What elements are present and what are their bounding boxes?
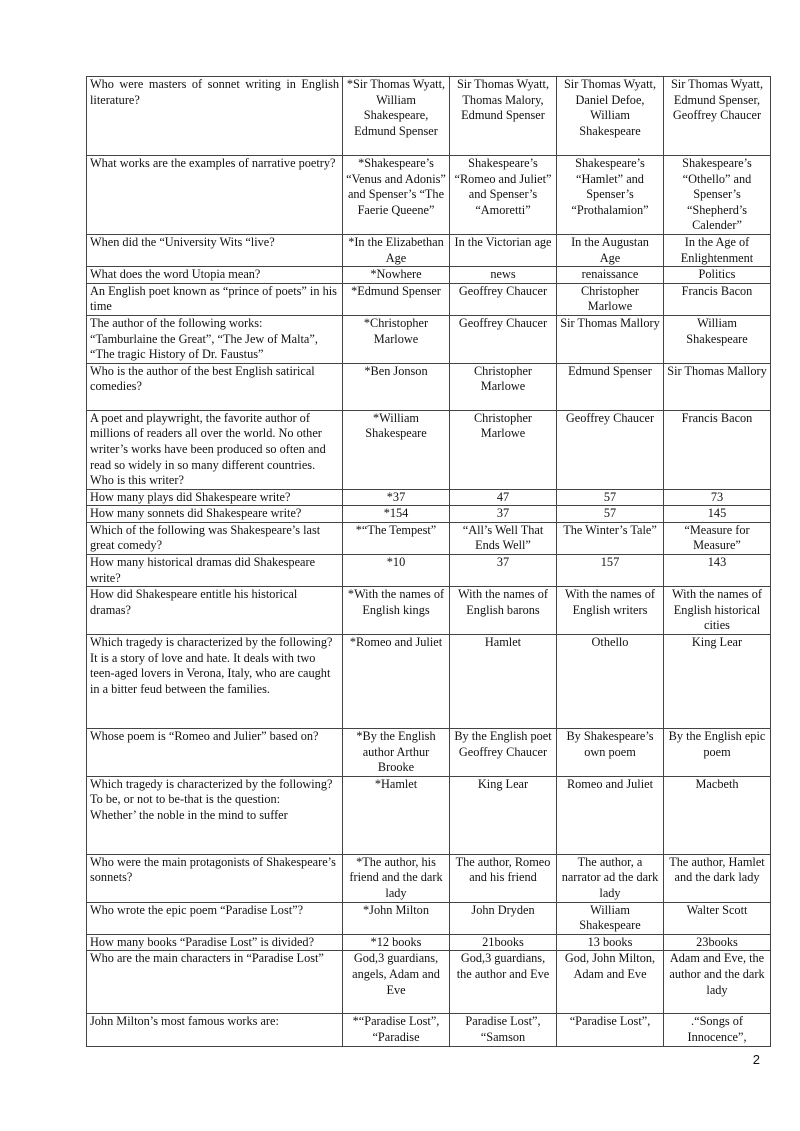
answer-option-1-cell: *Ben Jonson: [343, 363, 450, 410]
answer-option-4-cell: .“Songs of Innocence”,: [664, 1014, 771, 1046]
answer-option-1-cell: *Sir Thomas Wyatt, William Shakespeare, Edmund Spenser: [343, 77, 450, 156]
question-cell: Who were the main protagonists of Shakespeare’s sonnets?: [87, 854, 343, 902]
question-cell: What does the word Utopia mean?: [87, 267, 343, 284]
answer-option-4-cell: Walter Scott: [664, 902, 771, 934]
table-row: [87, 410, 771, 489]
question-cell: How many plays did Shakespeare write?: [87, 489, 343, 506]
answer-option-2-cell: Shakespeare’s “Romeo and Juliet” and Spenser’s “Amoretti”: [450, 156, 557, 235]
question-cell: The author of the following works: “Tamburlaine the Great”, “The Jew of Malta”, “The tragic History of Dr. Faustus”: [87, 315, 343, 363]
answer-option-4-cell: Sir Thomas Mallory: [664, 363, 771, 410]
answer-option-4-cell: 143: [664, 555, 771, 587]
answer-option-4-cell: Francis Bacon: [664, 410, 771, 489]
answer-option-1-cell: *Edmund Spenser: [343, 283, 450, 315]
table-row: [87, 635, 771, 729]
answer-option-4-cell: Macbeth: [664, 776, 771, 854]
answer-option-2-cell: In the Victorian age: [450, 234, 557, 266]
answer-option-3-cell: “Paradise Lost”,: [557, 1014, 664, 1046]
answer-option-1-cell: *12 books: [343, 934, 450, 951]
answer-option-4-cell: By the English epic poem: [664, 729, 771, 777]
answer-option-3-cell: In the Augustan Age: [557, 234, 664, 266]
answer-option-4-cell: “Measure for Measure”: [664, 522, 771, 554]
answer-option-2-cell: The author, Romeo and his friend: [450, 854, 557, 902]
answer-option-1-cell: *Hamlet: [343, 776, 450, 854]
answer-option-2-cell: John Dryden: [450, 902, 557, 934]
answer-option-4-cell: 145: [664, 506, 771, 523]
answer-option-1-cell: *The author, his friend and the dark lady: [343, 854, 450, 902]
answer-option-2-cell: By the English poet Geoffrey Chaucer: [450, 729, 557, 777]
answer-option-3-cell: Geoffrey Chaucer: [557, 410, 664, 489]
answer-option-2-cell: Paradise Lost”, “Samson: [450, 1014, 557, 1046]
quiz-table: [86, 76, 771, 1047]
answer-option-1-cell: God,3 guardians, angels, Adam and Eve: [343, 951, 450, 1014]
table-row: [87, 363, 771, 410]
answer-option-1-cell: *John Milton: [343, 902, 450, 934]
answer-option-3-cell: Othello: [557, 635, 664, 729]
answer-option-3-cell: The author, a narrator ad the dark lady: [557, 854, 664, 902]
answer-option-1-cell: *Christopher Marlowe: [343, 315, 450, 363]
question-cell: Who is the author of the best English satirical comedies?: [87, 363, 343, 410]
answer-option-2-cell: “All’s Well That Ends Well”: [450, 522, 557, 554]
answer-option-4-cell: Politics: [664, 267, 771, 284]
answer-option-3-cell: Edmund Spenser: [557, 363, 664, 410]
table-row: [87, 934, 771, 951]
answer-option-2-cell: Sir Thomas Wyatt, Thomas Malory, Edmund Spenser: [450, 77, 557, 156]
answer-option-2-cell: With the names of English barons: [450, 587, 557, 635]
answer-option-1-cell: *10: [343, 555, 450, 587]
question-cell: Which tragedy is characterized by the following? To be, or not to be-that is the question: Whether’ the noble in the mind to suffer: [87, 776, 343, 854]
answer-option-3-cell: With the names of English writers: [557, 587, 664, 635]
table-row: [87, 1014, 771, 1046]
question-cell: How many books “Paradise Lost” is divided?: [87, 934, 343, 951]
answer-option-2-cell: 37: [450, 555, 557, 587]
question-cell: Which of the following was Shakespeare’s last great comedy?: [87, 522, 343, 554]
quiz-table-body: [87, 77, 771, 1047]
question-cell: When did the “University Wits “live?: [87, 234, 343, 266]
table-row: [87, 267, 771, 284]
answer-option-1-cell: *In the Elizabethan Age: [343, 234, 450, 266]
table-row: [87, 902, 771, 934]
answer-option-2-cell: Christopher Marlowe: [450, 410, 557, 489]
answer-option-3-cell: 157: [557, 555, 664, 587]
table-row: [87, 854, 771, 902]
question-cell: Who wrote the epic poem “Paradise Lost”?: [87, 902, 343, 934]
question-cell: Whose poem is “Romeo and Julier” based on?: [87, 729, 343, 777]
answer-option-2-cell: news: [450, 267, 557, 284]
table-row: [87, 555, 771, 587]
question-cell: Who are the main characters in “Paradise Lost”: [87, 951, 343, 1014]
table-row: [87, 234, 771, 266]
answer-option-1-cell: *William Shakespeare: [343, 410, 450, 489]
answer-option-1-cell: *154: [343, 506, 450, 523]
answer-option-2-cell: Geoffrey Chaucer: [450, 283, 557, 315]
question-cell: A poet and playwright, the favorite author of millions of readers all over the world. No other writer’s works have been produced so often and read so widely in so many different countries. Who is this writer?: [87, 410, 343, 489]
table-row: [87, 283, 771, 315]
answer-option-1-cell: *By the English author Arthur Brooke: [343, 729, 450, 777]
answer-option-4-cell: William Shakespeare: [664, 315, 771, 363]
answer-option-3-cell: Shakespeare’s “Hamlet” and Spenser’s “Prothalamion”: [557, 156, 664, 235]
answer-option-3-cell: Sir Thomas Wyatt, Daniel Defoe, William Shakespeare: [557, 77, 664, 156]
answer-option-4-cell: With the names of English historical cities: [664, 587, 771, 635]
answer-option-1-cell: *With the names of English kings: [343, 587, 450, 635]
page-number: 2: [752, 1052, 760, 1067]
table-row: [87, 489, 771, 506]
question-cell: Who were masters of sonnet writing in English literature?: [87, 77, 343, 156]
question-cell: John Milton’s most famous works are:: [87, 1014, 343, 1046]
answer-option-4-cell: Adam and Eve, the author and the dark lady: [664, 951, 771, 1014]
table-row: [87, 77, 771, 156]
answer-option-2-cell: God,3 guardians, the author and Eve: [450, 951, 557, 1014]
answer-option-4-cell: King Lear: [664, 635, 771, 729]
answer-option-4-cell: 23books: [664, 934, 771, 951]
table-row: [87, 587, 771, 635]
answer-option-3-cell: 57: [557, 506, 664, 523]
answer-option-3-cell: William Shakespeare: [557, 902, 664, 934]
answer-option-3-cell: Sir Thomas Mallory: [557, 315, 664, 363]
answer-option-3-cell: God, John Milton, Adam and Eve: [557, 951, 664, 1014]
question-cell: How did Shakespeare entitle his historical dramas?: [87, 587, 343, 635]
answer-option-3-cell: 57: [557, 489, 664, 506]
table-row: [87, 315, 771, 363]
answer-option-3-cell: renaissance: [557, 267, 664, 284]
answer-option-3-cell: Romeo and Juliet: [557, 776, 664, 854]
answer-option-3-cell: 13 books: [557, 934, 664, 951]
answer-option-2-cell: 37: [450, 506, 557, 523]
answer-option-2-cell: Geoffrey Chaucer: [450, 315, 557, 363]
answer-option-1-cell: *Romeo and Juliet: [343, 635, 450, 729]
question-cell: An English poet known as “prince of poets” in his time: [87, 283, 343, 315]
answer-option-4-cell: 73: [664, 489, 771, 506]
answer-option-1-cell: *37: [343, 489, 450, 506]
answer-option-4-cell: Shakespeare’s “Othello” and Spenser’s “Shepherd’s Calender”: [664, 156, 771, 235]
answer-option-4-cell: The author, Hamlet and the dark lady: [664, 854, 771, 902]
table-row: [87, 506, 771, 523]
table-row: [87, 951, 771, 1014]
answer-option-1-cell: *Shakespeare’s “Venus and Adonis” and Spenser’s “The Faerie Queene”: [343, 156, 450, 235]
answer-option-4-cell: Francis Bacon: [664, 283, 771, 315]
question-cell: Which tragedy is characterized by the following? It is a story of love and hate. It deals with two teen-aged lovers in Verona, Italy, who are caught in a bitter feud between the families.: [87, 635, 343, 729]
table-row: [87, 156, 771, 235]
answer-option-1-cell: *“The Tempest”: [343, 522, 450, 554]
answer-option-3-cell: By Shakespeare’s own poem: [557, 729, 664, 777]
table-row: [87, 522, 771, 554]
answer-option-2-cell: 21books: [450, 934, 557, 951]
answer-option-1-cell: *“Paradise Lost”, “Paradise: [343, 1014, 450, 1046]
answer-option-1-cell: *Nowhere: [343, 267, 450, 284]
question-cell: What works are the examples of narrative poetry?: [87, 156, 343, 235]
answer-option-2-cell: King Lear: [450, 776, 557, 854]
answer-option-3-cell: The Winter’s Tale”: [557, 522, 664, 554]
answer-option-4-cell: In the Age of Enlightenment: [664, 234, 771, 266]
answer-option-2-cell: Hamlet: [450, 635, 557, 729]
answer-option-4-cell: Sir Thomas Wyatt, Edmund Spenser, Geoffrey Chaucer: [664, 77, 771, 156]
table-row: [87, 776, 771, 854]
table-row: [87, 729, 771, 777]
answer-option-2-cell: Christopher Marlowe: [450, 363, 557, 410]
question-cell: How many sonnets did Shakespeare write?: [87, 506, 343, 523]
answer-option-2-cell: 47: [450, 489, 557, 506]
question-cell: How many historical dramas did Shakespeare write?: [87, 555, 343, 587]
answer-option-3-cell: Christopher Marlowe: [557, 283, 664, 315]
